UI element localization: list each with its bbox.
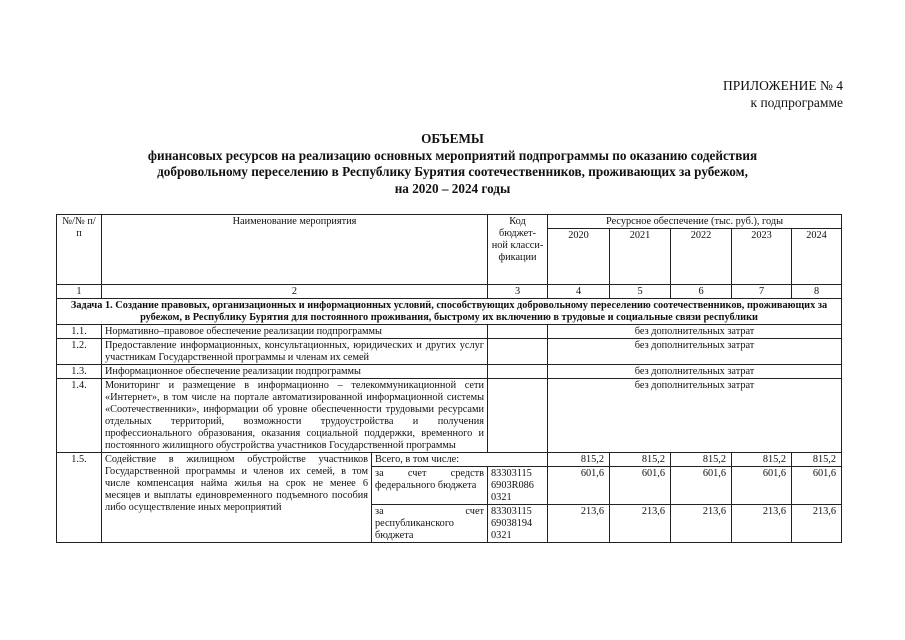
appendix-header: [723, 77, 843, 111]
header-code: Код бюджет-ной класси-фикации: [488, 215, 548, 285]
row-number: 1.1.: [57, 325, 102, 339]
header-row-1: [57, 215, 842, 229]
col-number: 4: [548, 285, 610, 299]
header-year-2021: 2021: [610, 229, 671, 285]
code-cell: [488, 379, 548, 453]
value-cell: 213,6: [548, 505, 610, 543]
table-row: [57, 453, 842, 467]
column-numbers-row: [57, 285, 842, 299]
table-row: [57, 379, 842, 453]
col-number: 1: [57, 285, 102, 299]
cost-note: без дополнительных затрат: [548, 365, 842, 379]
code-cell: [488, 325, 548, 339]
value-cell: 213,6: [732, 505, 792, 543]
row-number: 1.2.: [57, 339, 102, 365]
funding-total-label: Всего, в том числе:: [372, 453, 548, 467]
row-number: 1.4.: [57, 379, 102, 453]
col-number: 5: [610, 285, 671, 299]
document-title: [0, 131, 905, 197]
title-line-2: финансовых ресурсов на реализацию основных мероприятий подпрограммы по оказанию содействия: [147, 147, 758, 163]
funding-source: за счет республиканского бюджета: [372, 505, 488, 543]
appendix-number: ПРИЛОЖЕНИЕ № 4: [722, 78, 843, 93]
activity-name: Предоставление информационных, консультационных, юридических и других услуг участникам Государственной программы и членам их семей: [102, 339, 488, 365]
table-row: [57, 325, 842, 339]
code-cell: [488, 339, 548, 365]
col-number: 8: [792, 285, 842, 299]
activity-name: Содействие в жилищном обустройстве участников Государственной программы и членов их семей, в том числе компенсация найма жилья на срок не менее 6 месяцев и выплаты единовременного подъемного пособия либо осуществление иных мероприятий: [102, 453, 372, 543]
task-1-heading: Задача 1. Создание правовых, организационных и информационных условий, способствующих добровольному переселению соотечественников, проживающих за рубежом, в Республику Бурятия для постоянного проживания, быстрому их включению в трудовые и социальные связи республики: [57, 299, 842, 325]
col-number: 7: [732, 285, 792, 299]
cost-note: без дополнительных затрат: [548, 339, 842, 365]
row-number: 1.5.: [57, 453, 102, 543]
header-num: №/№ п/п: [57, 215, 102, 285]
col-number: 6: [671, 285, 732, 299]
value-cell: 601,6: [610, 467, 671, 505]
value-cell: 815,2: [548, 453, 610, 467]
value-cell: 815,2: [610, 453, 671, 467]
budget-code: 83303115 6903R086 0321: [488, 467, 548, 505]
header-resources: Ресурсное обеспечение (тыс. руб.), годы: [548, 215, 842, 229]
task-row: [57, 299, 842, 325]
value-cell: 213,6: [610, 505, 671, 543]
value-cell: 601,6: [732, 467, 792, 505]
header-year-2024: 2024: [792, 229, 842, 285]
activity-name: Нормативно–правовое обеспечение реализации подпрограммы: [102, 325, 488, 339]
value-cell: 213,6: [671, 505, 732, 543]
col-number: 2: [102, 285, 488, 299]
cost-note: без дополнительных затрат: [548, 325, 842, 339]
value-cell: 815,2: [732, 453, 792, 467]
title-line-1: ОБЪЕМЫ: [421, 131, 484, 146]
code-cell: [488, 365, 548, 379]
col-number: 3: [488, 285, 548, 299]
resources-table: [56, 214, 842, 543]
title-line-3: добровольному переселению в Республику Бурятия соотечественников, проживающих за рубежом,: [157, 164, 748, 179]
header-year-2023: 2023: [732, 229, 792, 285]
value-cell: 213,6: [792, 505, 842, 543]
value-cell: 815,2: [671, 453, 732, 467]
activity-name: Мониторинг и размещение в информационно – телекоммуникационной сети «Интернет», в том числе на портале автоматизированной информационной системы «Соотечественники», информации об уровне обеспеченности трудовыми ресурсами отдельных территорий, возможности трудоустройства и получения профессионального образования, оказания социальной поддержки, временного и постоянного жилищного обустройства участников Государственной программы: [102, 379, 488, 453]
header-name: Наименование мероприятия: [102, 215, 488, 285]
funding-source: за счет средств федерального бюджета: [372, 467, 488, 505]
value-cell: 601,6: [548, 467, 610, 505]
value-cell: 601,6: [792, 467, 842, 505]
row-number: 1.3.: [57, 365, 102, 379]
activity-name: Информационное обеспечение реализации подпрограммы: [102, 365, 488, 379]
table-row: [57, 365, 842, 379]
title-line-4: на 2020 – 2024 годы: [394, 180, 511, 196]
appendix-subtitle: к подпрограмме: [750, 95, 843, 110]
header-year-2022: 2022: [671, 229, 732, 285]
value-cell: 815,2: [792, 453, 842, 467]
header-year-2020: 2020: [548, 229, 610, 285]
cost-note: без дополнительных затрат: [548, 379, 842, 453]
table-row: [57, 339, 842, 365]
budget-code: 83303115 69038194 0321: [488, 505, 548, 543]
value-cell: 601,6: [671, 467, 732, 505]
